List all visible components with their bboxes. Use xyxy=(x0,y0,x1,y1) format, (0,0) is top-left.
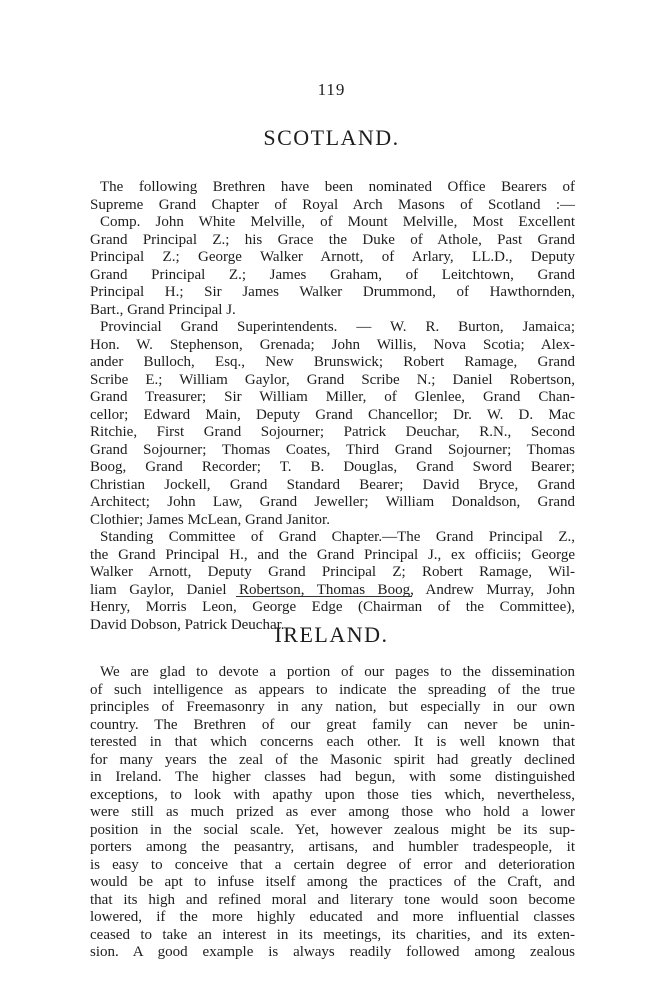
text-line: Standing Committee of Grand Chapter.—The Grand Principal Z., xyxy=(100,529,575,545)
text-line: Clothier; James McLean, Grand Janitor. xyxy=(90,511,330,528)
text-line: principles of Freemasonry in any nation, but especially in our own xyxy=(90,699,575,715)
text-line: that its high and refined moral and literary tone would soon become xyxy=(90,891,575,908)
ireland-paragraphs xyxy=(90,664,575,962)
text-line: Comp. John White Melville, of Mount Melville, Most Excellent xyxy=(100,214,575,230)
text-line: would be apt to infuse itself among the practices of the Craft, and xyxy=(90,874,575,890)
text-line: in Ireland. The higher classes had begun, with some distinguished xyxy=(90,769,575,785)
text-line: Grand Principal Z.; his Grace the Duke of Athole, Past Grand xyxy=(90,231,575,248)
text-line: exceptions, to look with apathy upon those ties which, nevertheless, xyxy=(90,786,575,803)
text-line: were still as much prized as ever among those who hold a lower xyxy=(90,804,575,820)
section-divider xyxy=(236,596,412,597)
section-heading-ireland: IRELAND. xyxy=(274,622,389,647)
text-line: cellor; Edward Main, Deputy Grand Chancellor; Dr. W. D. Mac xyxy=(90,406,575,423)
text-line: Hon. W. Stephenson, Grenada; John Willis, Nova Scotia; Alex- xyxy=(90,336,575,353)
text-line: ander Bulloch, Esq., New Brunswick; Robert Ramage, Grand xyxy=(90,354,575,370)
text-line: Scribe E.; William Gaylor, Grand Scribe N.; Daniel Robertson, xyxy=(90,371,575,388)
text-line: ceased to take an interest in its meetings, its charities, and its exten- xyxy=(90,926,575,943)
section-heading-scotland: SCOTLAND. xyxy=(263,125,400,150)
text-line: position in the social scale. Yet, however zealous might be its sup- xyxy=(90,821,575,838)
text-line: Ritchie, First Grand Sojourner; Patrick Deuchar, R.N., Second xyxy=(90,424,575,440)
text-line: Grand Principal Z.; James Graham, of Leitchtown, Grand xyxy=(90,266,575,283)
text-line: Principal Z.; George Walker Arnott, of Arlary, LL.D., Deputy xyxy=(90,249,575,265)
text-line: is easy to conceive that a certain degree of error and deterioration xyxy=(90,856,575,873)
text-line: David Dobson, Patrick Deuchar. xyxy=(90,616,285,633)
text-line: the Grand Principal H., and the Grand Principal J., ex officiis; George xyxy=(90,546,575,563)
text-line: Bart., Grand Principal J. xyxy=(90,301,236,318)
text-line: of such intelligence as appears to indicate the spreading of the true xyxy=(90,681,575,698)
text-line: for many years the zeal of the Masonic spirit had greatly declined xyxy=(90,751,575,768)
scotland-paragraphs xyxy=(90,179,575,634)
text-line: Henry, Morris Leon, George Edge (Chairman of the Committee), xyxy=(90,599,575,615)
text-line: sion. A good example is always readily followed among zealous xyxy=(90,944,575,960)
text-line: Principal H.; Sir James Walker Drummond, of Hawthornden, xyxy=(90,284,575,300)
text-line: Walker Arnott, Deputy Grand Principal Z; Robert Ramage, Wil- xyxy=(90,564,575,580)
text-line: Grand Treasurer; Sir William Miller, of Glenlee, Grand Chan- xyxy=(90,389,575,405)
text-line: country. The Brethren of our great family can never be unin- xyxy=(90,716,575,733)
text-line: The following Brethren have been nominated Office Bearers of xyxy=(100,179,575,195)
text-line: Provincial Grand Superintendents. — W. R. Burton, Jamaica; xyxy=(100,319,575,335)
text-line: liam Gaylor, Daniel Robertson, Thomas Boog, Andrew Murray, John xyxy=(90,581,575,598)
text-line: Grand Sojourner; Thomas Coates, Third Grand Sojourner; Thomas xyxy=(90,441,575,458)
text-line: Supreme Grand Chapter of Royal Arch Masons of Scotland :— xyxy=(90,196,575,213)
text-line: terested in that which concerns each other. It is well known that xyxy=(90,734,575,750)
text-line: porters among the peasantry, artisans, and humbler tradespeople, it xyxy=(90,839,575,855)
text-line: lowered, if the more highly educated and more influential classes xyxy=(90,909,575,925)
text-line: We are glad to devote a portion of our pages to the dissemination xyxy=(100,664,575,680)
text-line: Christian Jockell, Grand Standard Bearer; David Bryce, Grand xyxy=(90,476,575,493)
text-line: Architect; John Law, Grand Jeweller; William Donaldson, Grand xyxy=(90,494,575,510)
text-line: Boog, Grand Recorder; T. B. Douglas, Grand Sword Bearer; xyxy=(90,459,575,475)
page-number: 119 xyxy=(317,80,346,99)
